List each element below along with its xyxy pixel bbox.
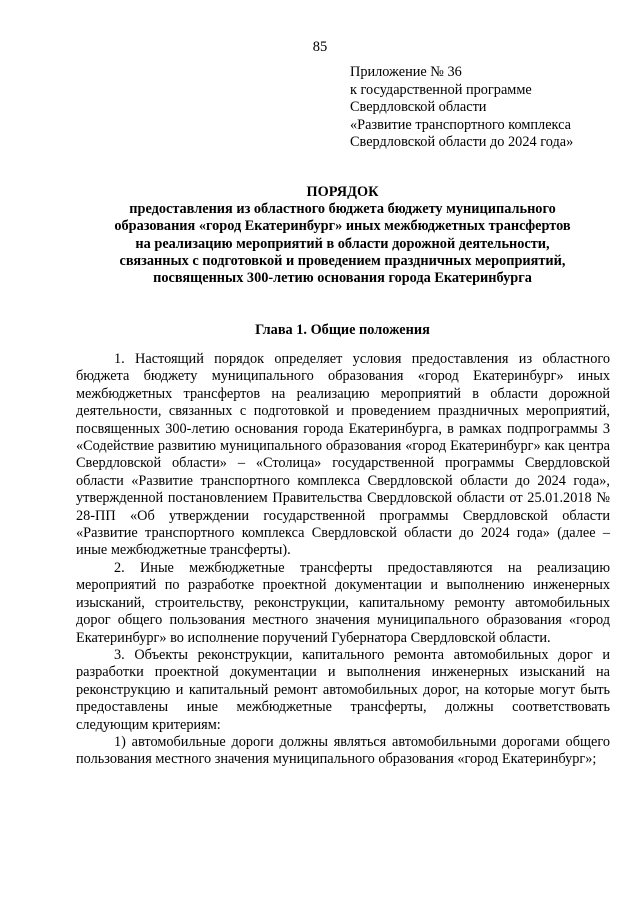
title-heading: ПОРЯДОК (306, 184, 379, 200)
annex-line: Приложение № 36 (350, 64, 462, 80)
annex-block (350, 64, 630, 152)
chapter-heading: Глава 1. Общие положения (255, 322, 430, 338)
title-line: предоставления из областного бюджета бюджету муниципального (129, 201, 556, 218)
title-line: посвященных 300-летию основания города Екатеринбурга (153, 270, 532, 287)
document-title (70, 184, 615, 287)
title-line: связанных с подготовкой и проведением праздничных мероприятий, (119, 252, 566, 269)
title-line: образования «город Екатеринбург» иных межбюджетных трансфертов (114, 218, 571, 235)
annex-line: «Развитие транспортного комплекса (350, 116, 571, 133)
page-number: 85 (312, 39, 328, 55)
annex-line: Свердловской области до 2024 года» (350, 134, 574, 151)
paragraph: 2. Иные межбюджетные трансферты предоставляются на реализацию мероприятий по разработке проектной документации и выполнению инженерных изысканий, строительству, реконструкции, капитальному ремонту автомобильных дорог общего пользования местного значения муниципального образования «город Екатеринбург» во исполнение поручений Губернатора Свердловской области. (76, 559, 610, 646)
annex-line: Свердловской области (350, 99, 487, 116)
title-line: на реализацию мероприятий в области дорожной деятельности, (135, 235, 550, 252)
paragraph: 3. Объекты реконструкции, капитального ремонта автомобильных дорог и разработки проектной документации и выполнения инженерных изысканий на реконструкцию и капитальный ремонт автомобильных дорог, на которые могут быть предоставлены иные межбюджетные трансферты, должны соответствовать следующим критериям: (76, 646, 610, 733)
body-text (76, 351, 610, 769)
annex-line: к государственной программе (350, 81, 532, 98)
paragraph: 1. Настоящий порядок определяет условия предоставления из областного бюджета бюджету муниципального образования «город Екатеринбург» иных межбюджетных трансфертов на реализацию мероприятий в области дорожной деятельности, связанных с подготовкой и проведением праздничных мероприятий, посвященных 300-летию основания города Екатеринбурга, в рамках подпрограммы 3 «Содействие развитию муниципального образования «город Екатеринбург» как центра Свердловской области» – «Столица» государственной программы Свердловской области «Развитие транспортного комплекса Свердловской области до 2024 года», утвержденной постановлением Правительства Свердловской области от 25.01.2018 № 28-ПП «Об утверждении государственной программы Свердловской области «Развитие транспортного комплекса Свердловской области до 2024 года» (далее – иные межбюджетные трансферты). (76, 351, 610, 559)
paragraph: 1) автомобильные дороги должны являться автомобильными дорогами общего пользования местного значения муниципального образования «город Екатеринбург»; (76, 733, 610, 768)
